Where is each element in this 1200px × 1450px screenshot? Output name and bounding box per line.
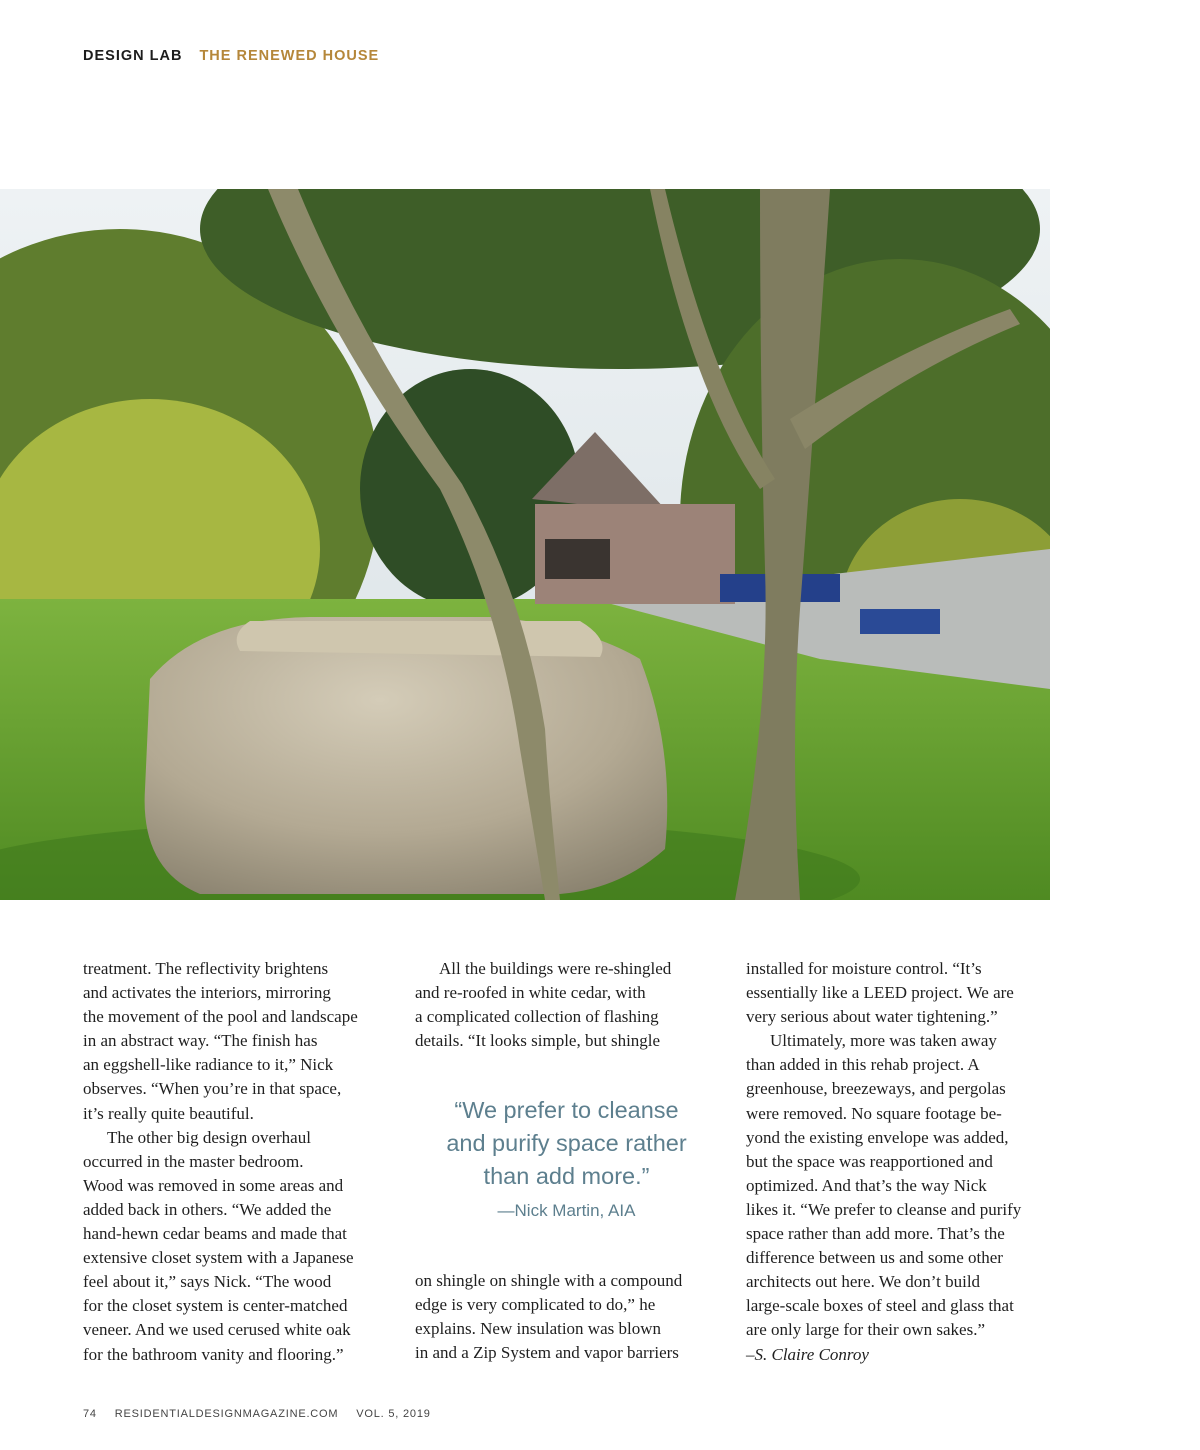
body-line: than added in this rehab project. A [746,1055,980,1075]
boulder [145,617,668,894]
body-line: Ultimately, more was taken away [770,1031,997,1051]
boulder-top [237,621,603,657]
body-line: edge is very complicated to do,” he [415,1295,656,1315]
body-line: details. “It looks simple, but shingle [415,1031,661,1051]
body-line: large-scale boxes of steel and glass that [746,1296,1014,1316]
pull-quote [415,1094,718,1221]
footer-issue: VOL. 5, 2019 [356,1408,431,1420]
body-line: for the bathroom vanity and flooring.” [83,1344,344,1364]
body-line: on shingle on shingle with a compound [415,1271,683,1290]
pull-quote-line: and purify space rather [446,1130,687,1156]
body-line: observes. “When you’re in that space, [83,1079,342,1099]
page-footer [83,1408,445,1420]
footer-site: RESIDENTIALDESIGNMAGAZINE.COM [114,1408,339,1420]
body-line: explains. New insulation was blown [415,1319,661,1339]
pull-quote-attribution: —Nick Martin, AIA [497,1201,636,1220]
body-line: in an abstract way. “The finish has [83,1031,318,1051]
house-window [545,539,610,579]
body-line: but the space was reapportioned and [746,1151,993,1171]
body-line: very serious about water tightening.” [746,1007,998,1027]
body-line: the movement of the pool and landscape [83,1007,358,1027]
body-line: in and a Zip System and vapor barriers [415,1343,679,1363]
body-column-2-top [415,957,671,1053]
body-line: space rather than add more. That’s the [746,1224,1005,1244]
section-label: DESIGN LAB [83,48,183,64]
page-number: 74 [83,1408,97,1420]
body-column-2-bottom [415,1269,682,1365]
body-line: and activates the interiors, mirroring [83,983,331,1003]
body-line: treatment. The reflectivity brightens [83,959,329,978]
body-line: Wood was removed in some areas and [83,1175,344,1195]
body-line: were removed. No square footage be- [746,1103,1002,1123]
body-line: optimized. And that’s the way Nick [746,1175,987,1195]
body-line: yond the existing envelope was added, [746,1127,1009,1147]
body-line: The other big design overhaul [107,1127,311,1147]
landscape-photo [0,189,1050,900]
body-line: hand-hewn cedar beams and made that [83,1224,347,1244]
body-line: veneer. And we used cerused white oak [83,1320,351,1340]
pull-quote-line: “We prefer to cleanse [454,1097,679,1123]
body-line: greenhouse, breezeways, and pergolas [746,1079,1006,1099]
body-line: installed for moisture control. “It’s [746,959,982,978]
body-line: are only large for their own sakes.” [746,1320,986,1340]
running-header [83,48,379,64]
body-line: essentially like a LEED project. We are [746,983,1014,1003]
body-line: All the buildings were re-shingled [439,959,672,978]
body-line: feel about it,” says Nick. “The wood [83,1272,332,1292]
body-line: difference between us and some other [746,1248,1003,1268]
body-line: a complicated collection of flashing [415,1007,659,1027]
cushion-2 [860,609,940,634]
body-column-1 [83,957,358,1367]
body-line: an eggshell-like radiance to it,” Nick [83,1055,334,1075]
body-line: extensive closet system with a Japanese [83,1248,354,1268]
body-column-3 [746,957,1021,1367]
body-line: it’s really quite beautiful. [83,1103,254,1123]
author-signature: –S. Claire Conroy [746,1344,869,1364]
body-line: occurred in the master bedroom. [83,1151,304,1171]
body-line: architects out here. We don’t build [746,1272,981,1292]
body-line: for the closet system is center-matched [83,1296,348,1316]
body-line: added back in others. “We added the [83,1199,332,1219]
pull-quote-line: than add more.” [483,1163,650,1189]
body-line: likes it. “We prefer to cleanse and purify [746,1199,1022,1219]
section-sublabel: THE RENEWED HOUSE [199,48,380,64]
body-line: and re-roofed in white cedar, with [415,983,646,1003]
